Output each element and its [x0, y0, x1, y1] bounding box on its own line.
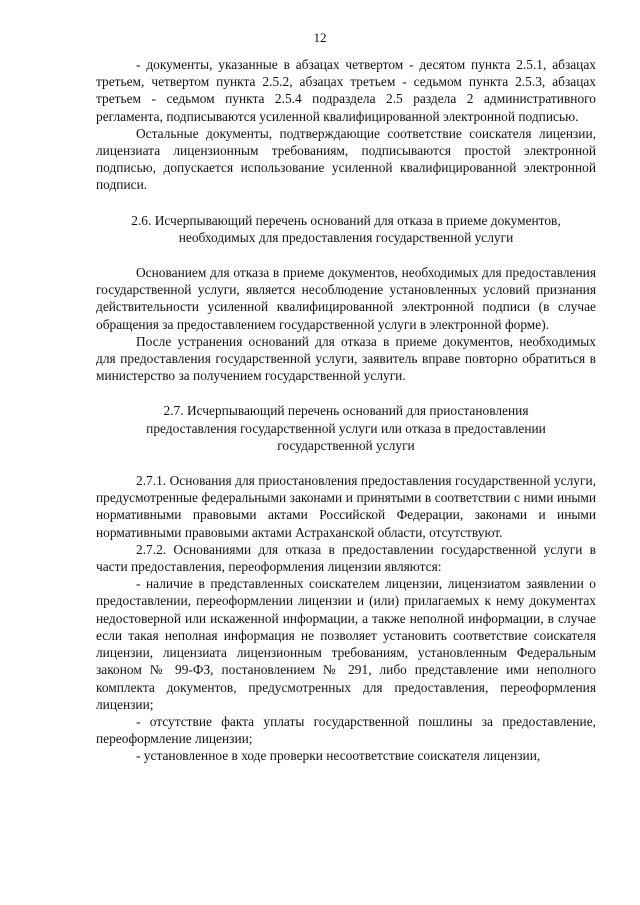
paragraph-2-7-2: 2.7.2. Основаниями для отказа в предоставлении государственной услуги в части предоставления, переоформления лицензии являются: — [96, 541, 596, 575]
list-item-no-fee-payment: - отсутствие факта уплаты государственной пошлины за предоставление, переоформление лицензии; — [96, 713, 596, 747]
list-item-nonconformity: - установленное в ходе проверки несоответствие соискателя лицензии, — [136, 748, 541, 764]
paragraph-signature-requirements: - документы, указанные в абзацах четвертом - десятом пункта 2.5.1, абзацах третьем, четвертом пункта 2.5.2, абзацах третьем - седьмом пункта 2.5.3, абзацах третьем - седьмом пункта 2.5.4 подраздела 2.5 раздела 2 административного регламента, подписываются усиленной квалифицированной электронной подписью. — [96, 57, 596, 124]
section-heading-2-7: 2.7. Исчерпывающий перечень оснований для приостановления предоставления государственной услуги или отказа в предоставлении государственной услуги — [146, 403, 546, 453]
section-heading-2-6: 2.6. Исчерпывающий перечень оснований для отказа в приеме документов, необходимых для предоставления государственной услуги — [131, 212, 561, 245]
paragraph-reapply: После устранения оснований для отказа в приеме документов, необходимых для предоставления государственной услуги, заявитель вправе повторно обратиться в министерство за получением государственной услуги. — [96, 333, 596, 384]
document-body — [96, 56, 596, 765]
page-number: 12 — [313, 30, 327, 45]
paragraph-other-documents: Остальные документы, подтверждающие соответствие соискателя лицензии, лицензиата лицензионным требованиям, подписываются простой электронной подписью, допускается использование усиленной квалифицированной электронной подписи. — [96, 125, 596, 193]
paragraph-2-7-1: 2.7.1. Основания для приостановления предоставления государственной услуги, предусмотренные федеральными законами и принятыми в соответствии с ними иными нормативными правовыми актами Российской Федерации, законами и иными нормативными правовыми актами Астраханской области, отсутствуют. — [96, 473, 596, 540]
list-item-incomplete-info: - наличие в представленных соискателем лицензии, лицензиатом заявлении о предоставлении, переоформлении лицензии и (или) прилагаемых к нему документах недостоверной или искаженной информации, а также неполной информации, в случае если такая неполная информация не позволяет установить соответствие соискателя лицензии, лицензиата лицензионным требованиям, установленным Федеральным законом № 99-ФЗ, постановлением № 291, либо представление ими неполного комплекта документов, предусмотренных для предоставления, переоформления лицензии; — [96, 576, 596, 712]
paragraph-refusal-basis: Основанием для отказа в приеме документов, необходимых для предоставления государственной услуги, является несоблюдение установленных условий признания действительности усиленной квалифицированной электронной подписи (в случае обращения за предоставлением государственной услуги в электронной форме). — [96, 265, 596, 332]
